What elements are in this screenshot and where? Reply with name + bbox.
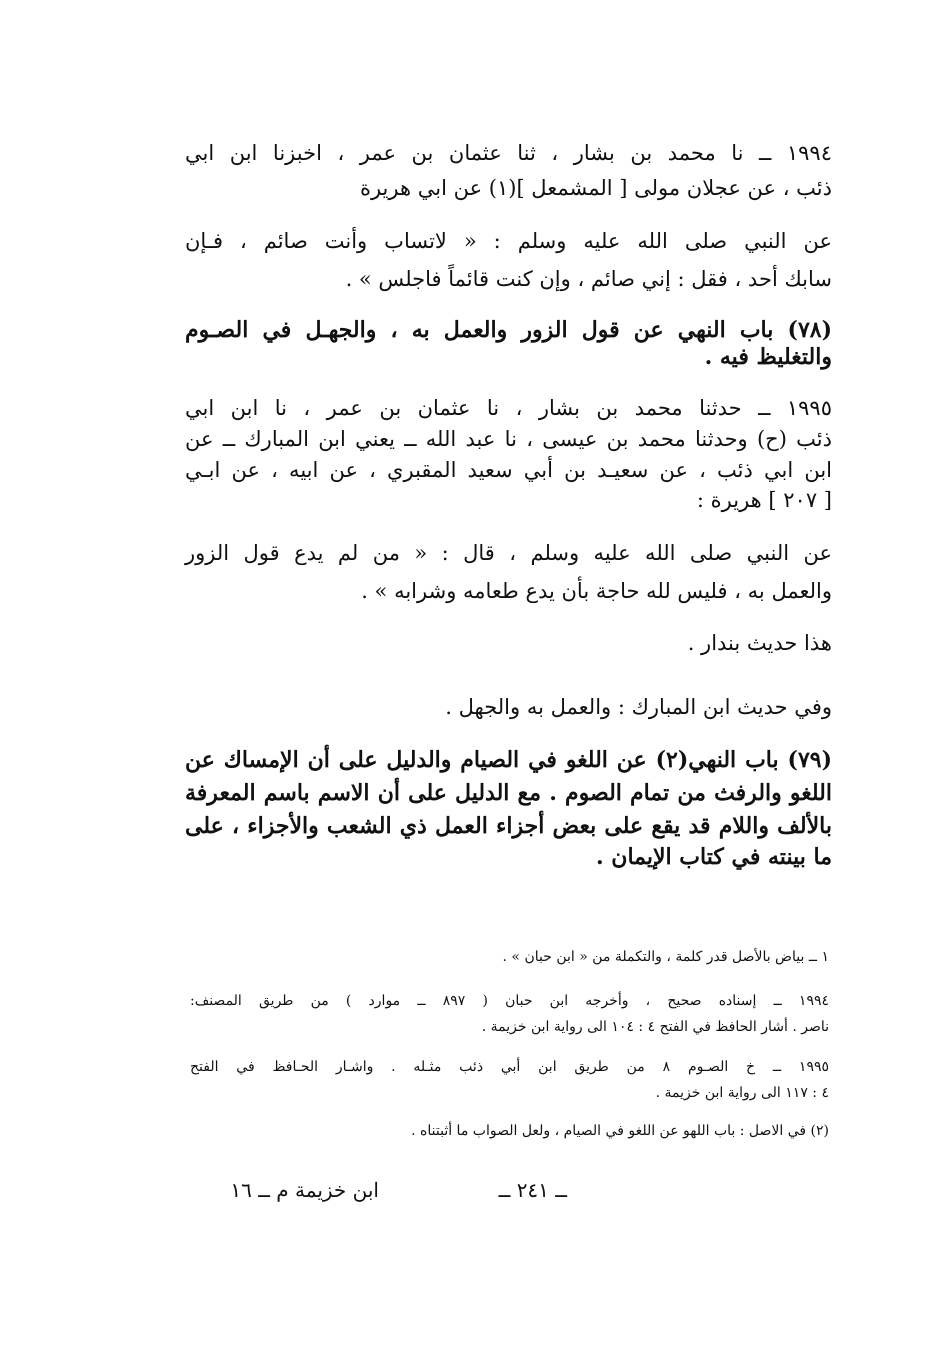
signature-mark: ابن خزيمة م ــ ١٦: [230, 1178, 379, 1202]
hadith-1995-line-8: وفي حديث ابن المبارك : والعمل به والجهل .: [445, 695, 832, 719]
hadith-1994-line-2: ذئب ، عن عجلان مولى [ المشمعل ](١) عن ابي هريرة: [359, 176, 832, 200]
footnote-1994-line-2: ناصر . أشار الحافظ في الفتح ٤ : ١٠٤ الى رواية ابن خزيمة .: [481, 1019, 829, 1035]
hadith-1995-line-1: ١٩٩٥ ــ حدثنا محمد بن بشار ، نا عثمان بن عمر ، نا ابن ابي: [185, 396, 832, 420]
chapter-79-heading-line-3: بالألف واللام قد يقع على بعض أجزاء العمل ذي الشعب والأجزاء ، على: [185, 813, 832, 839]
hadith-1995-line-4: [ ٢٠٧ ] هريرة :: [696, 488, 832, 512]
hadith-1995-line-7: هذا حديث بندار .: [687, 631, 832, 655]
chapter-79-heading-line-4: ما بينته في كتاب الإيمان .: [595, 844, 832, 870]
hadith-1995-line-5: عن النبي صلى الله عليه وسلم ، قال : « من لم يدع قول الزور: [185, 541, 832, 565]
footnote-1995-line-1: ١٩٩٥ ــ خ الصـوم ٨ من طريق ابن أبي ذئب مثـله . واشـار الحـافظ في الفتح: [190, 1059, 829, 1075]
chapter-79-heading-line-1: (٧٩) باب النهي(٢) عن اللغو في الصيام والدليل على أن الإمساك عن: [185, 747, 832, 773]
footnote-1: ١ ــ بياض بالأصل قدر كلمة ، والتكملة من « ابن حبان » .: [502, 949, 829, 965]
footnote-1994-line-1: ١٩٩٤ ــ إسناده صحيح ، وأخرجه ابن حبان ( ٨٩٧ ــ موارد ) من طريق المصنف:: [190, 993, 829, 1009]
hadith-1994-line-3: عن النبي صلى الله عليه وسلم : « لاتساب وأنت صائم ، فـإن: [185, 229, 832, 253]
chapter-78-heading-line-2: والتغليظ فيه .: [704, 344, 832, 370]
hadith-1995-line-3: ابن ابي ذئب ، عن سعيـد بن أبي سعيد المقبري ، عن ابيه ، عن ابـي: [185, 458, 832, 482]
page-number: ــ ٢٤١ ــ: [498, 1178, 567, 1202]
hadith-1995-line-2: ذئب (ح) وحدثنا محمد بن عيسى ، نا عبد الله ــ يعني ابن المبارك ــ عن: [185, 427, 832, 451]
hadith-1994-line-1: ١٩٩٤ ــ نا محمد بن بشار ، ثنا عثمان بن عمر ، اخبزنا ابن ابي: [185, 141, 832, 165]
chapter-79-heading-line-2: اللغو والرفث من تمام الصوم . مع الدليل على أن الاسم باسم المعرفة: [185, 780, 832, 806]
footnote-1995-line-2: ٤ : ١١٧ الى رواية ابن خزيمة .: [655, 1085, 829, 1101]
footnote-2: (٢) في الاصل : باب اللهو عن اللغو في الصيام ، ولعل الصواب ما أثبتناه .: [411, 1123, 829, 1139]
hadith-1995-line-6: والعمل به ، فليس لله حاجة بأن يدع طعامه وشرابه » .: [361, 579, 832, 603]
chapter-78-heading-line-1: (٧٨) باب النهي عن قول الزور والعمل به ، والجهـل في الصـوم: [185, 317, 832, 343]
hadith-1994-line-4: سابك أحد ، فقل : إني صائم ، وإن كنت قائماً فاجلس » .: [345, 267, 832, 291]
